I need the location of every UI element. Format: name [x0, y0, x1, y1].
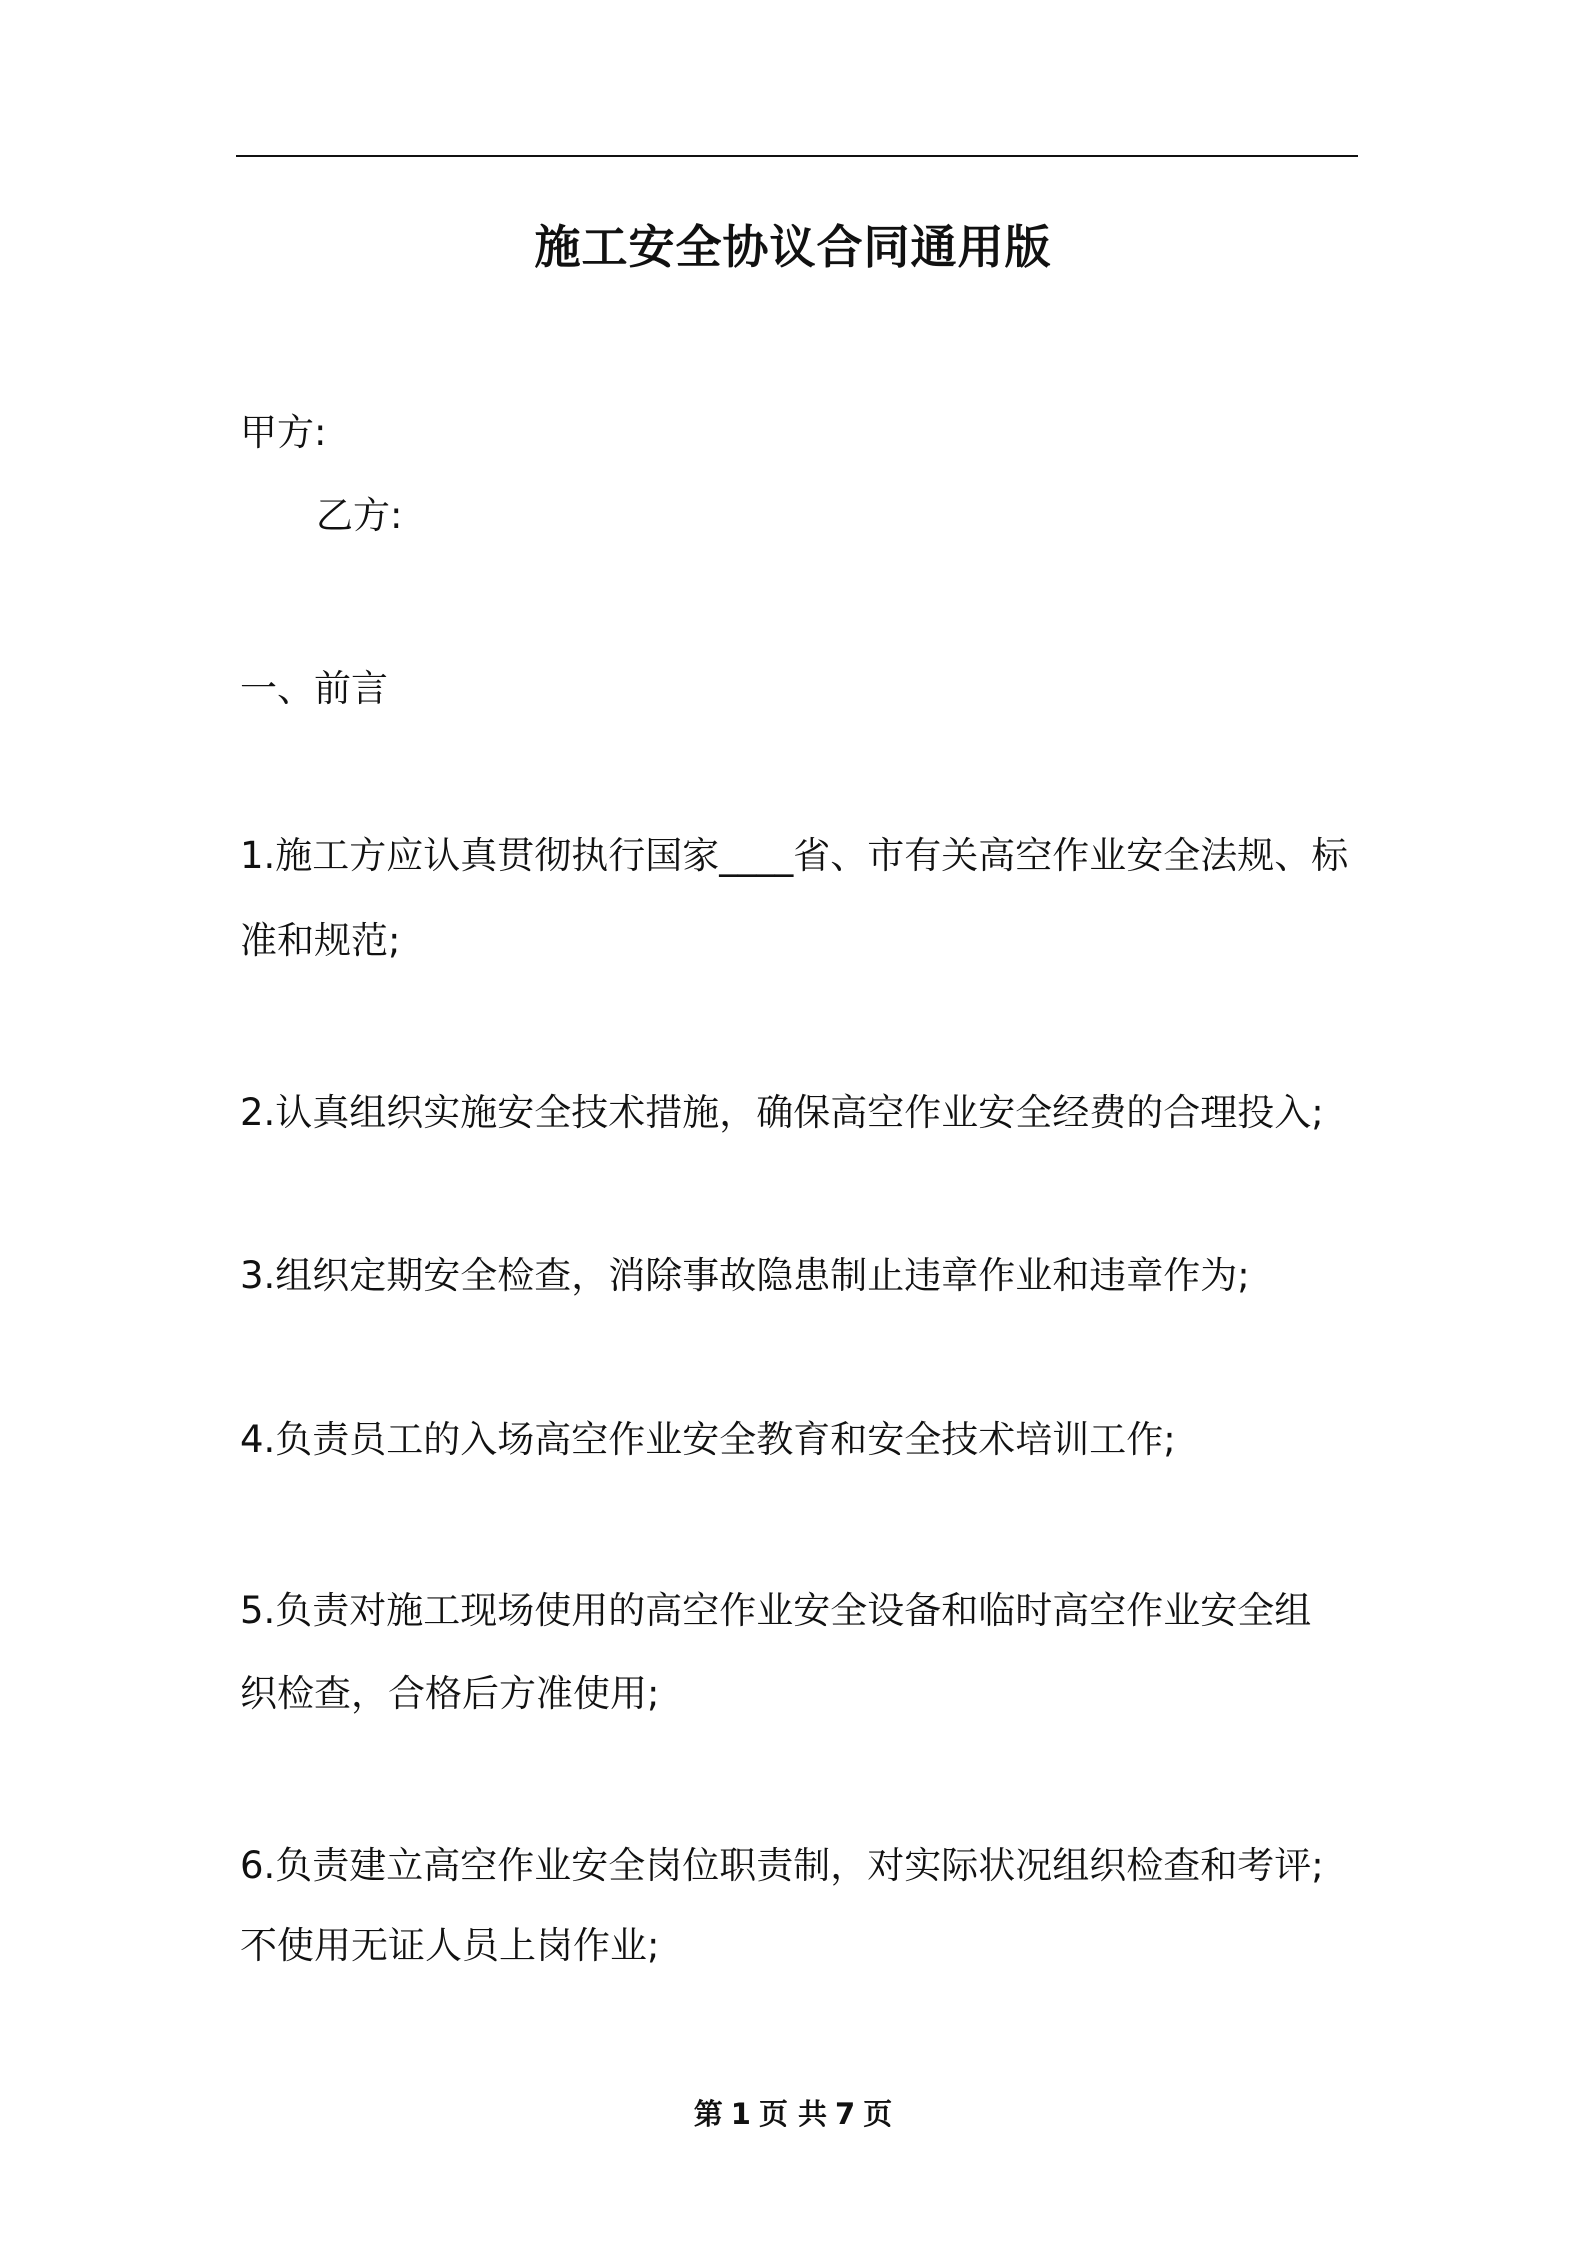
page-label-suffix: 页 [863, 2097, 893, 2131]
header-rule [236, 155, 1358, 157]
item-3-line-1: 3.组织定期安全检查，消除事故隐患制止违章作业和违章作为; [240, 1254, 1250, 1297]
item-6-line-2: 不使用无证人员上岗作业; [240, 1924, 660, 1967]
item-2-line-1: 2.认真组织实施安全技术措施，确保高空作业安全经费的合理投入; [240, 1091, 1324, 1134]
page-label-mid: 页 共 [758, 2097, 828, 2131]
page-label-prefix: 第 [693, 2097, 723, 2131]
document-title: 施工安全协议合同通用版 [534, 220, 1052, 274]
item-6-line-1: 6.负责建立高空作业安全岗位职责制，对实际状况组织检查和考评; [240, 1844, 1324, 1887]
current-page-number: 1 [730, 2097, 751, 2131]
party-a-label: 甲方: [240, 411, 327, 454]
item-4-line-1: 4.负责员工的入场高空作业安全教育和安全技术培训工作; [240, 1418, 1176, 1461]
total-pages-number: 7 [835, 2097, 856, 2131]
item-1-line-1: 1.施工方应认真贯彻执行国家____省、市有关高空作业安全法规、标 [240, 834, 1349, 877]
item-5-line-2: 织检查，合格后方准使用; [240, 1672, 660, 1715]
item-1-line-2: 准和规范; [240, 919, 401, 962]
party-b-label: 乙方: [316, 494, 403, 537]
item-5-line-1: 5.负责对施工现场使用的高空作业安全设备和临时高空作业安全组 [240, 1589, 1312, 1632]
page-number-footer [0, 2094, 1586, 2134]
section-heading: 一、前言 [240, 667, 388, 710]
